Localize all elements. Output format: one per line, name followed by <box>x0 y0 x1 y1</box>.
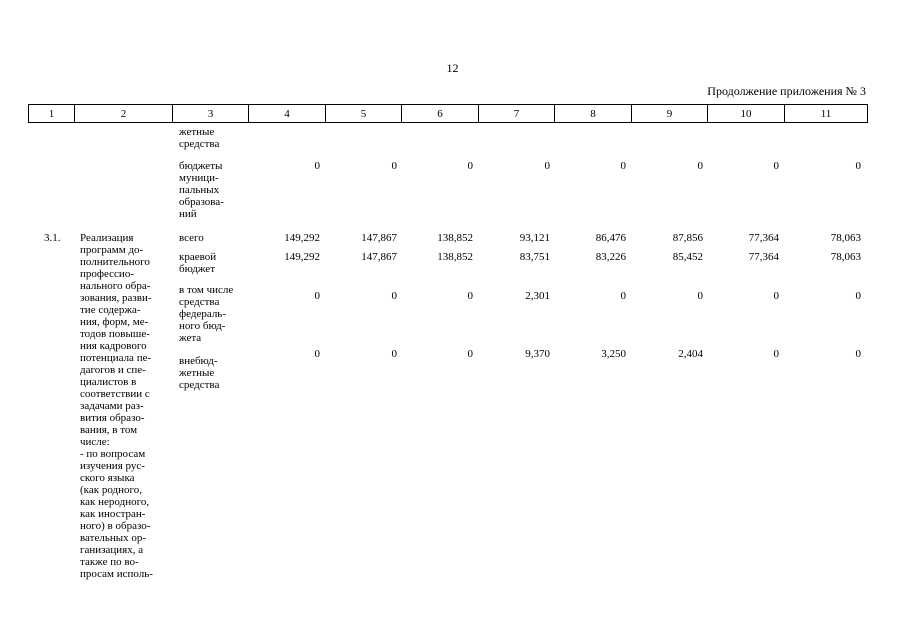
column-header-3: 3 <box>173 105 249 123</box>
value-cell: 147,867 <box>361 232 397 244</box>
value-cell: 2,404 <box>678 348 703 360</box>
value-cell: 93,121 <box>519 232 550 244</box>
continuation-note: Продолжение приложения № 3 <box>707 84 866 98</box>
item-number: 3.1. <box>44 232 61 244</box>
value-cell: 0 <box>773 348 779 360</box>
value-cell: 2,301 <box>525 290 550 302</box>
column-header-10: 10 <box>708 105 785 123</box>
value-cell: 0 <box>773 290 779 302</box>
column-header-5: 5 <box>326 105 402 123</box>
value-cell: 83,751 <box>519 251 550 263</box>
funding-source-label: всего <box>179 232 204 244</box>
value-cell: 77,364 <box>748 232 779 244</box>
funding-source-label: краевой бюджет <box>179 251 217 275</box>
column-header-4: 4 <box>249 105 326 123</box>
value-cell: 0 <box>697 160 703 172</box>
value-cell: 86,476 <box>595 232 626 244</box>
value-cell: 138,852 <box>437 232 473 244</box>
funding-source-label: внебюд- жетные средства <box>179 355 220 391</box>
table-header <box>28 104 868 123</box>
value-cell: 0 <box>391 160 397 172</box>
value-cell: 3,250 <box>601 348 626 360</box>
value-cell: 0 <box>855 348 861 360</box>
value-cell: 83,226 <box>595 251 626 263</box>
column-header-2: 2 <box>75 105 173 123</box>
value-cell: 0 <box>314 290 320 302</box>
value-cell: 138,852 <box>437 251 473 263</box>
value-cell: 0 <box>391 290 397 302</box>
value-cell: 0 <box>314 160 320 172</box>
column-header-7: 7 <box>479 105 555 123</box>
value-cell: 0 <box>855 160 861 172</box>
value-cell: 0 <box>544 160 550 172</box>
value-cell: 0 <box>773 160 779 172</box>
value-cell: 149,292 <box>284 251 320 263</box>
column-header-9: 9 <box>632 105 708 123</box>
item-description: Реализация программ до- полнительного профессио- нального обра- зования, разви- тие содержа- ния, форм, ме- тодов повыше- ния кадрового потенциала пе- дагогов и спе- циалистов в соответствии с задачами раз- вития образо- вания, в том числе: - по вопросам изучения рус- ского языка (как родного, как неродного, как иностран- ного) в образо- вательных ор- ганизациях, а также по во- просам исполь- <box>80 232 153 580</box>
value-cell: 9,370 <box>525 348 550 360</box>
value-cell: 0 <box>620 160 626 172</box>
funding-source-label: жетные средства <box>179 126 220 150</box>
value-cell: 0 <box>314 348 320 360</box>
value-cell: 0 <box>697 290 703 302</box>
value-cell: 78,063 <box>830 232 861 244</box>
column-header-8: 8 <box>555 105 632 123</box>
value-cell: 87,856 <box>672 232 703 244</box>
value-cell: 149,292 <box>284 232 320 244</box>
value-cell: 77,364 <box>748 251 779 263</box>
page-number: 12 <box>446 61 459 75</box>
value-cell: 0 <box>855 290 861 302</box>
column-header-6: 6 <box>402 105 479 123</box>
funding-source-label: бюджеты муници- пальных образова- ний <box>179 160 224 220</box>
value-cell: 0 <box>467 348 473 360</box>
value-cell: 0 <box>467 160 473 172</box>
value-cell: 147,867 <box>361 251 397 263</box>
column-header-11: 11 <box>785 105 868 123</box>
column-header-1: 1 <box>29 105 75 123</box>
funding-source-label: в том числе средства федераль- ного бюд- жета <box>179 284 234 344</box>
value-cell: 0 <box>391 348 397 360</box>
value-cell: 0 <box>620 290 626 302</box>
value-cell: 85,452 <box>672 251 703 263</box>
value-cell: 0 <box>467 290 473 302</box>
value-cell: 78,063 <box>830 251 861 263</box>
